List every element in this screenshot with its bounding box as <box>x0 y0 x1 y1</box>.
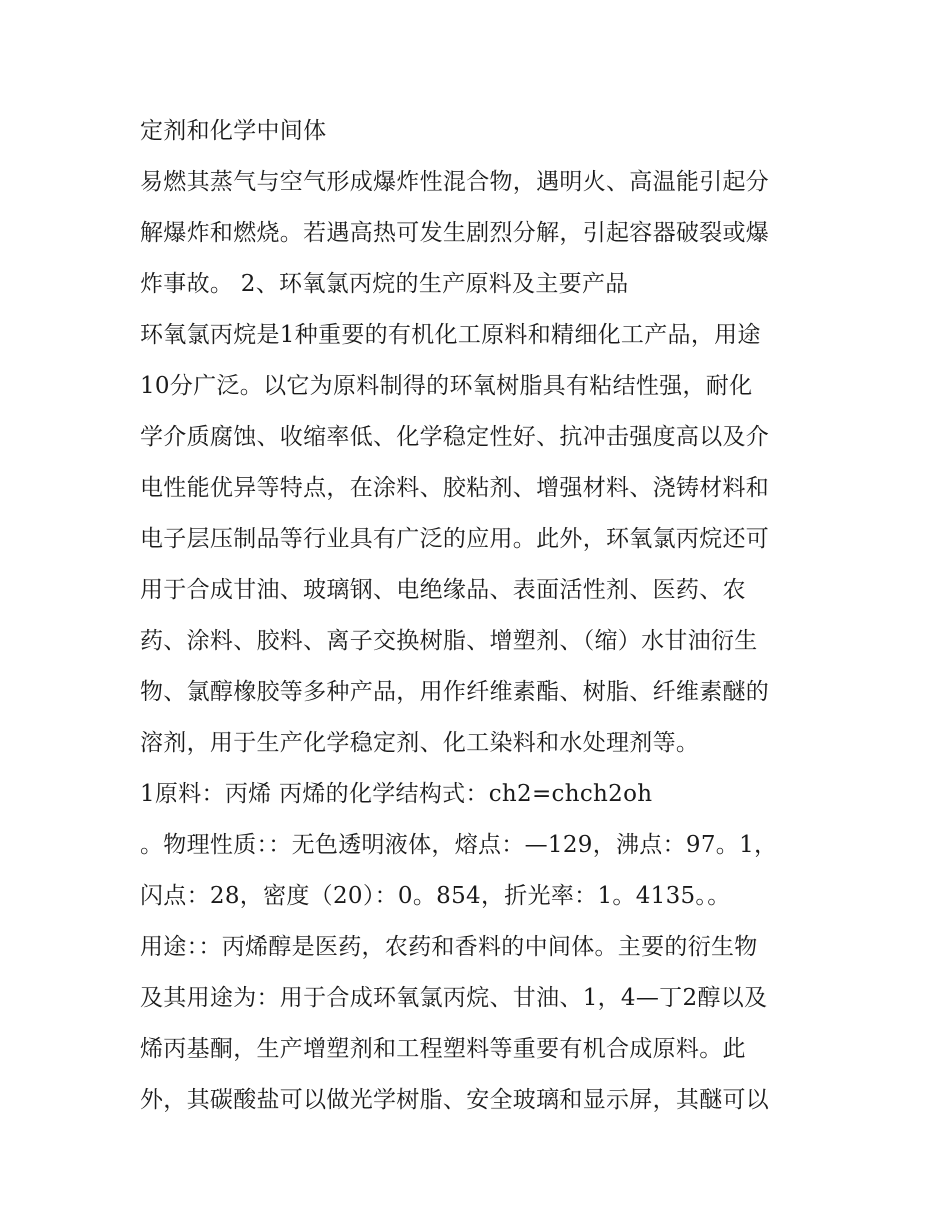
text-line: 闪点：28，密度（20）：0。854，折光率：1。4135。。 <box>140 883 731 909</box>
text-line: 1原料：丙烯 丙烯的化学结构式：ch2=chch2oh <box>140 781 653 807</box>
text-line: 易燃其蒸气与空气形成爆炸性混合物，遇明火、高温能引起分 <box>140 169 770 195</box>
text-line: 10分广泛。以它为原料制得的环氧树脂具有粘结性强，耐化 <box>140 373 753 399</box>
text-line: 电性能优异等特点，在涂料、胶粘剂、增强材料、浇铸材料和 <box>140 475 770 501</box>
text-line: 。物理性质：：无色透明液体，熔点：—129，沸点：97。1， <box>140 832 778 858</box>
text-line: 学介质腐蚀、收缩率低、化学稳定性好、抗冲击强度高以及介 <box>140 424 770 450</box>
text-line: 物、氯醇橡胶等多种产品，用作纤维素酯、树脂、纤维素醚的 <box>140 679 770 705</box>
text-line: 环氧氯丙烷是1种重要的有机化工原料和精细化工产品，用途 <box>140 322 761 348</box>
text-line: 电子层压制品等行业具有广泛的应用。此外，环氧氯丙烷还可 <box>140 526 770 552</box>
text-line: 解爆炸和燃烧。若遇高热可发生剧烈分解，引起容器破裂或爆 <box>140 220 770 246</box>
body-text <box>140 106 820 1126</box>
text-line: 用于合成甘油、玻璃钢、电绝缘品、表面活性剂、医药、农 <box>140 577 746 603</box>
text-line: 定剂和化学中间体 <box>140 118 327 144</box>
text-line: 用途：：丙烯醇是医药，农药和香料的中间体。主要的衍生物 <box>140 934 758 960</box>
text-line: 药、涂料、胶料、离子交换树脂、增塑剂、（缩）水甘油衍生 <box>140 628 758 654</box>
text-line: 溶剂，用于生产化学稳定剂、化工染料和水处理剂等。 <box>140 730 700 756</box>
text-line: 炸事故。 2、环氧氯丙烷的生产原料及主要产品 <box>140 271 629 297</box>
text-line: 外，其碳酸盐可以做光学树脂、安全玻璃和显示屏，其醚可以 <box>140 1087 770 1113</box>
text-line: 烯丙基酮，生产增塑剂和工程塑料等重要有机合成原料。此 <box>140 1036 746 1062</box>
text-line: 及其用途为：用于合成环氧氯丙烷、甘油、1，4—丁2醇以及 <box>140 985 768 1011</box>
